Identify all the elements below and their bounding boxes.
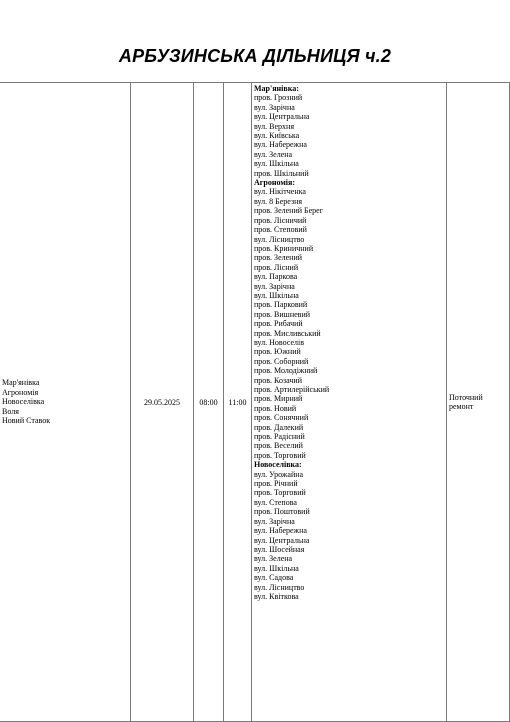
street-item: вул. Степова [254,497,297,507]
village-heading: Мар'янівка: [254,84,299,93]
street-item: пров. Річний [254,479,298,489]
street-item: вул. Садова [254,573,294,583]
street-item: пров. Соборний [254,356,309,366]
street-item: пров. Торговий [254,488,306,498]
street-item: пров. Мисливський [254,328,321,338]
street-item: вул. Новоселів [254,337,305,347]
work-type-line: ремонт [449,402,474,411]
street-item: вул. Зелена [254,149,293,159]
date-cell: 29.05.2025 [131,83,194,722]
street-item: вул. Центральна [254,112,310,122]
street-item: пров. Сонячний [254,413,309,423]
village-item: Воля [2,406,19,416]
village-heading: Агрономія: [254,178,295,188]
street-item: пров. Вишневий [254,309,311,319]
street-item: пров. Криничний [254,243,314,253]
streets-list [254,84,444,601]
street-item: вул. Квіткова [254,591,299,601]
street-item: пров. Парковий [254,300,308,310]
street-item: пров. Молодіжний [254,366,318,376]
street-item: пров. Южний [254,347,301,357]
villages-cell [0,83,131,722]
time-to-cell: 11:00 [224,83,252,722]
village-item: Новий Ставок [2,416,51,426]
street-item: пров. Степовий [254,225,307,235]
street-item: пров. Лісний [254,262,299,272]
street-item: вул. Зарічна [254,281,295,291]
street-item: вул. Паркова [254,272,298,282]
street-item: пров. Радісний [254,432,305,442]
street-item: вул. 8 Березня [254,196,303,206]
street-item: пров. Новий [254,403,297,413]
streets-cell [252,83,447,722]
street-item: вул. Центральна [254,535,310,545]
page-title: АРБУЗИНСЬКА ДІЛЬНИЦЯ ч.2 [118,46,392,66]
street-item: пров. Лісничий [254,215,307,225]
street-item: пров. Зелений Берег [254,206,323,216]
village-item: Мар'янівка [2,378,40,388]
street-item: вул. Шкільна [254,159,299,169]
table-row [0,83,510,722]
street-item: вул. Нікітченка [254,187,306,197]
street-item: вул. Лісництво [254,234,305,244]
street-item: пров. Рибачий [254,319,303,329]
street-item: вул. Набережна [254,526,307,536]
street-item: вул. Верхня [254,121,294,131]
village-item: Агрономія [2,387,39,397]
street-item: вул. Урожайна [254,469,304,479]
street-item: пров. Веселий [254,441,303,451]
street-item: пров. Шкільний [254,168,309,178]
work-type-text [449,393,507,412]
street-item: вул. Київська [254,131,300,141]
street-item: пров. Торговий [254,450,306,460]
street-item: вул. Зарічна [254,102,295,112]
street-item: пров. Артилерійський [254,385,330,394]
street-item: пров. Далекий [254,422,304,432]
work-type-cell [447,83,510,722]
outage-table [0,82,510,722]
work-type-line: Поточний [449,392,483,402]
village-item: Новоселівка [2,397,45,407]
street-item: пров. Грозний [254,93,303,103]
villages-list [2,378,128,425]
time-from-cell: 08:00 [194,83,224,722]
street-item: пров. Зелений [254,253,303,263]
street-item: вул. Набережна [254,140,307,150]
street-item: пров. Козачий [254,375,302,385]
street-item: вул. Зелена [254,554,293,564]
street-item: вул. Шкільна [254,563,299,573]
village-heading: Новоселівка: [254,460,302,470]
street-item: вул. Лісництво [254,582,305,592]
street-item: вул. Шосейная [254,544,305,554]
street-item: вул. Шкільна [254,290,299,300]
street-item: пров. Поштовий [254,507,310,517]
street-item: вул. Зарічна [254,516,295,526]
street-item: пров. Мирний [254,394,303,404]
